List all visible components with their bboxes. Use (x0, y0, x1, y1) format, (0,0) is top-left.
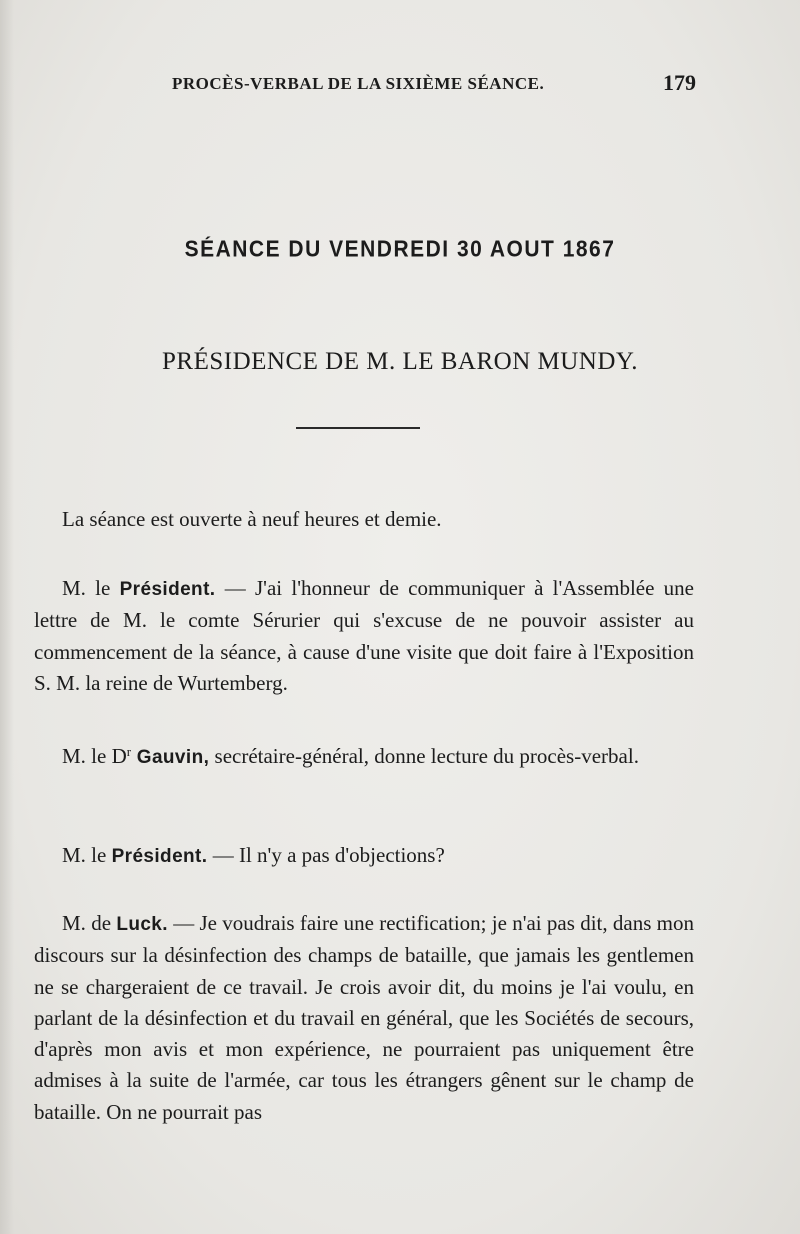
session-heading: SÉANCE DU VENDREDI 30 AOUT 1867 (184, 236, 616, 263)
paragraph-president-letter (34, 573, 694, 699)
speaker-prefix: M. le (62, 843, 112, 867)
paragraph-text: — J'ai l'honneur de communiquer à l'Assemblée une lettre de M. le comte Sérurier qui s'excuse de ne pouvoir assister au commencement de la séance, à cause d'une visite que doit faire à l'Exposition S. M. la reine de Wurtemberg. (34, 576, 695, 695)
paragraph-text: — Il n'y a pas d'objections? (207, 843, 445, 867)
speaker-prefix: M. le D (62, 744, 127, 768)
presidency-heading: PRÉSIDENCE DE M. LE BARON MUNDY. (162, 348, 638, 375)
paragraph-text: — Je voudrais faire une rectification; je n'ai pas dit, dans mon discours sur la désinfection des champs de bataille, que jamais les gentlemen ne se chargeraient de ce travail. Je crois avoir dit, du moins je l'ai voulu, en parlant de la désinfection et du travail en général, que les Sociétés de secours, d'après mon avis et mon expérience, ne pourraient pas uniquement être admises à la suite de l'armée, car tous les étrangers gênent sur le champ de bataille. On ne pourrait pas (34, 911, 694, 1124)
speaker-prefix: M. de (62, 911, 117, 935)
paragraph-president-objections (34, 840, 694, 872)
speaker-name: Gauvin, (131, 747, 210, 768)
running-head (64, 72, 696, 102)
speaker-name: Président. (119, 579, 216, 600)
speaker-title-superscript: r (126, 744, 132, 759)
speaker-prefix: M. le (62, 576, 120, 600)
page-number: 179 (663, 70, 696, 95)
speaker-name: Président. (111, 846, 208, 867)
paragraph-de-luck (34, 908, 694, 1128)
paragraph-text: secrétaire-général, donne lecture du procès-verbal. (209, 744, 639, 768)
section-divider (296, 427, 420, 429)
speaker-name: Luck. (116, 914, 168, 935)
page-gutter-shadow (0, 0, 14, 1234)
running-title: PROCÈS-VERBAL DE LA SIXIÈME SÉANCE. (172, 74, 545, 93)
paragraph-gauvin (34, 736, 694, 773)
opening-paragraph: La séance est ouverte à neuf heures et demie. (62, 507, 442, 531)
